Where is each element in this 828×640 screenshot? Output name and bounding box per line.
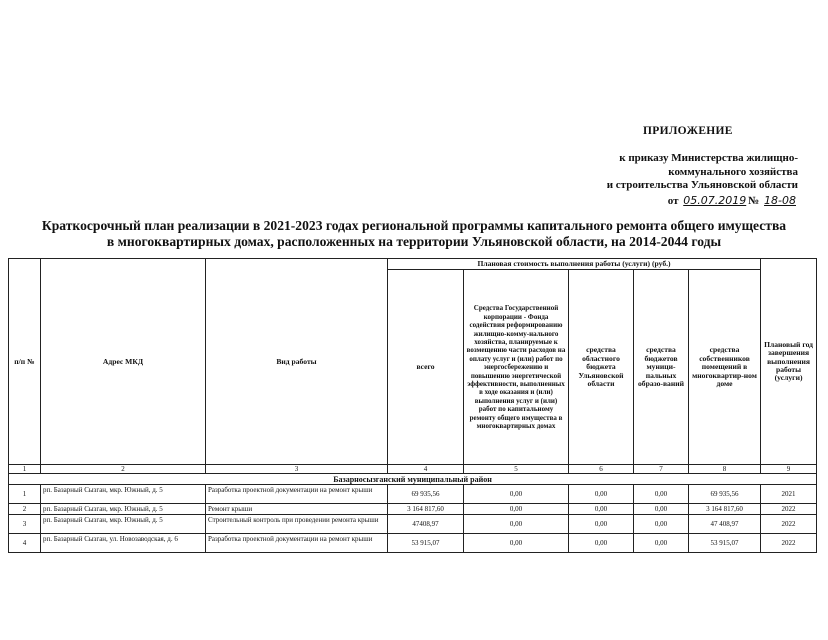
order-date-handwritten: 05.07.2019	[683, 193, 747, 207]
plan-table	[8, 258, 817, 553]
row-total: 3 164 817,60	[388, 504, 464, 515]
row-regional: 0,00	[569, 485, 634, 504]
colnum-7: 7	[634, 465, 689, 474]
header-municipal: средства бюджетов муници-пальных образо-ваний	[634, 270, 689, 465]
order-line-1: к приказу Министерства жилищно-	[619, 152, 798, 164]
row-owners: 47 408,97	[689, 515, 761, 534]
order-date-prefix: от	[667, 194, 679, 207]
header-regional: средства областного бюджета Ульяновской области	[569, 270, 634, 465]
district-name: Базарносызганский муниципальный район	[9, 474, 817, 485]
row-work: Ремонт крыши	[206, 504, 388, 515]
column-numbers-row	[9, 465, 817, 474]
header-cost-group: Плановая стоимость выполнения работы (услуги) (руб.)	[388, 259, 761, 270]
row-address: рп. Базарный Сызган, мкр. Южный, д. 5	[41, 504, 206, 515]
colnum-1: 1	[9, 465, 41, 474]
row-address: рп. Базарный Сызган, ул. Новозаводская, д. 6	[41, 534, 206, 553]
row-owners: 53 915,07	[689, 534, 761, 553]
row-regional: 0,00	[569, 515, 634, 534]
row-municipal: 0,00	[634, 485, 689, 504]
order-line-2: коммунального хозяйства	[668, 165, 798, 178]
row-number: 2	[9, 504, 41, 515]
row-fund: 0,00	[464, 515, 569, 534]
header-row-1	[9, 259, 817, 270]
table-row	[9, 515, 817, 534]
row-fund: 0,00	[464, 485, 569, 504]
row-year: 2021	[761, 485, 817, 504]
colnum-2: 2	[41, 465, 206, 474]
colnum-6: 6	[569, 465, 634, 474]
order-line-3: и строительства Ульяновской области	[606, 179, 798, 191]
row-fund: 0,00	[464, 534, 569, 553]
district-row	[9, 474, 817, 485]
row-number: 4	[9, 534, 41, 553]
row-fund: 0,00	[464, 504, 569, 515]
row-owners: 3 164 817,60	[689, 504, 761, 515]
row-total: 47408,97	[388, 515, 464, 534]
header-owners: средства собственников помещений в многоквартир-ном доме	[689, 270, 761, 465]
header-year: Плановый год завершения выполнения работы (услуги)	[761, 259, 817, 465]
row-municipal: 0,00	[634, 515, 689, 534]
row-work: Строительный контроль при проведении ремонта крыши	[206, 515, 388, 534]
order-date-line	[538, 194, 798, 209]
colnum-9: 9	[761, 465, 817, 474]
colnum-8: 8	[689, 465, 761, 474]
row-address: рп. Базарный Сызган, мкр. Южный, д. 5	[41, 515, 206, 534]
row-year: 2022	[761, 515, 817, 534]
row-number: 3	[9, 515, 41, 534]
row-year: 2022	[761, 504, 817, 515]
order-number-prefix: №	[748, 194, 760, 207]
title-line-2: в многоквартирных домах, расположенных на территории Ульяновской области, на 2014-2044 годы	[106, 234, 722, 249]
row-municipal: 0,00	[634, 534, 689, 553]
row-regional: 0,00	[569, 534, 634, 553]
order-reference	[538, 152, 798, 208]
table-row	[9, 534, 817, 553]
header-num: п/п №	[9, 259, 41, 465]
row-total: 53 915,07	[388, 534, 464, 553]
table-row	[9, 504, 817, 515]
row-address: рп. Базарный Сызган, мкр. Южный, д. 5	[41, 485, 206, 504]
row-municipal: 0,00	[634, 504, 689, 515]
colnum-4: 4	[388, 465, 464, 474]
row-year: 2022	[761, 534, 817, 553]
row-regional: 0,00	[569, 504, 634, 515]
row-total: 69 935,56	[388, 485, 464, 504]
row-work: Разработка проектной документации на ремонт крыши	[206, 534, 388, 553]
header-total: всего	[388, 270, 464, 465]
document-title	[20, 218, 808, 250]
order-number-handwritten: 18-08	[764, 193, 796, 207]
row-work: Разработка проектной документации на ремонт крыши	[206, 485, 388, 504]
row-number: 1	[9, 485, 41, 504]
header-fund: Средства Государственной корпорации - Фонда содействия реформированию жилищно-комму-нального хозяйства, планируемые к возмещению части расходов на оплату услуг и (или) работ по энергосбережению и повышению энергетической эффективности, выполненных в ходе оказания и (или) выполнения услуг и (или) работ по капитальному ремонту общего имущества в многоквартирных домах	[464, 270, 569, 465]
colnum-3: 3	[206, 465, 388, 474]
header-work: Вид работы	[206, 259, 388, 465]
row-owners: 69 935,56	[689, 485, 761, 504]
header-address: Адрес МКД	[41, 259, 206, 465]
table-row	[9, 485, 817, 504]
title-line-1: Краткосрочный план реализации в 2021-2023 годах региональной программы капитального ремонта общего имущества	[41, 218, 787, 233]
appendix-heading: ПРИЛОЖЕНИЕ	[643, 125, 733, 137]
colnum-5: 5	[464, 465, 569, 474]
